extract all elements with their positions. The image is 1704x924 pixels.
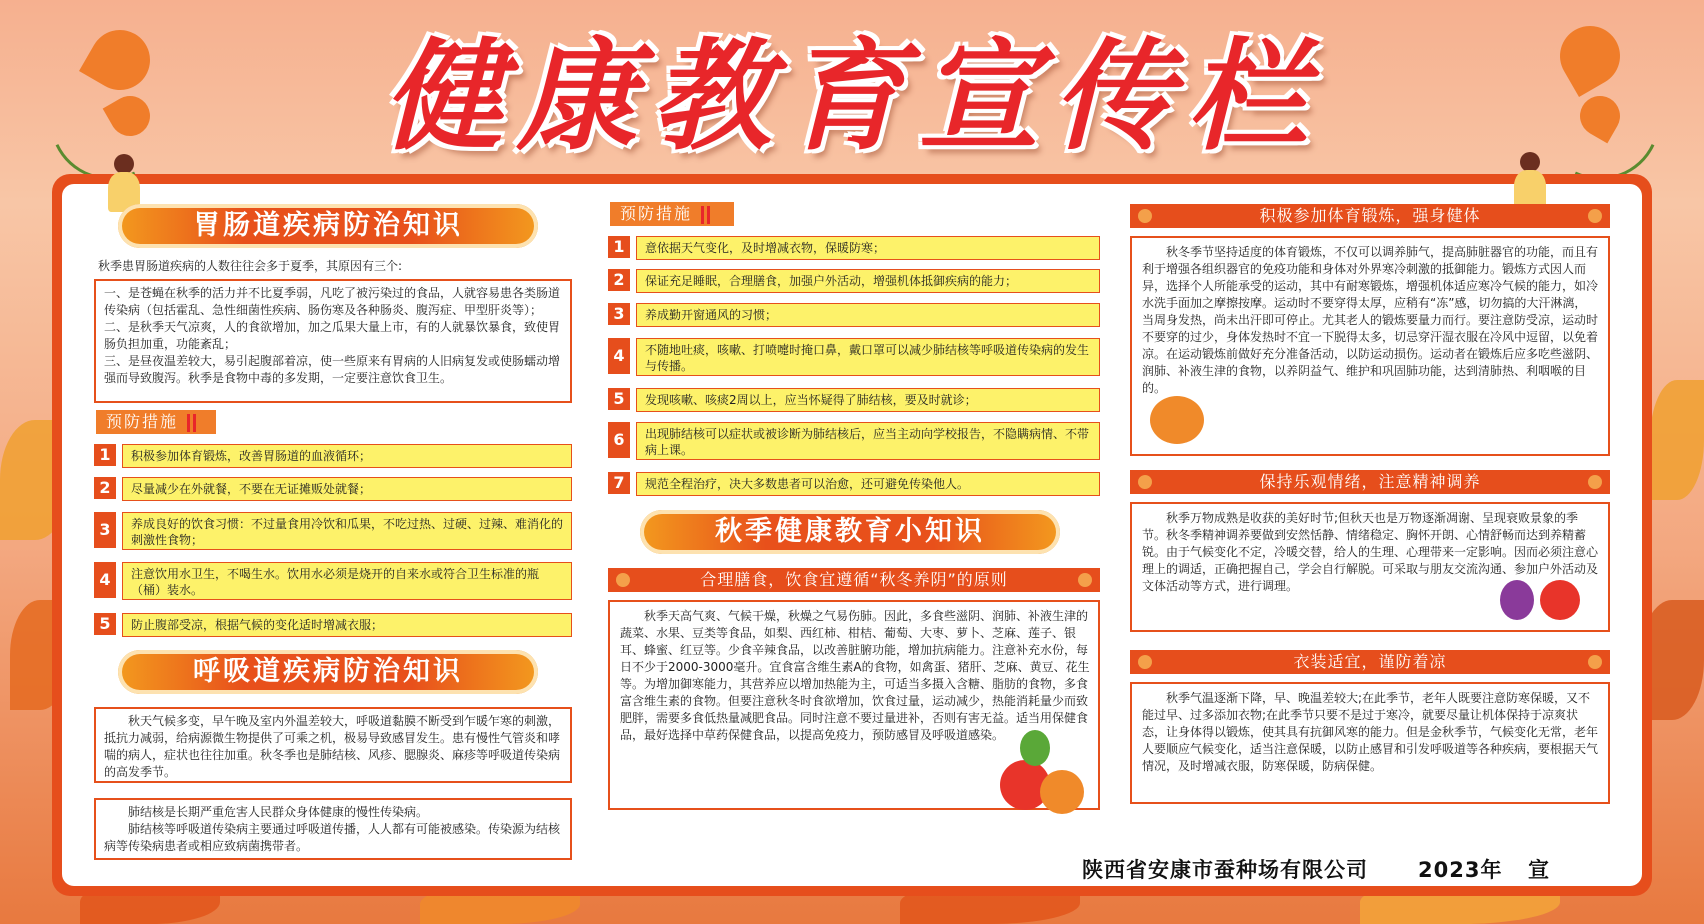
mood-text: 秋季万物成熟是收获的美好时节;但秋天也是万物逐渐凋谢、呈现衰败景象的季节。秋冬季精神调养要做到安然恬静、情绪稳定、胸怀开朗、心情舒畅而达到养精蓄锐。由于气候变化不定，冷暖交替，给人的生理、心理带来一定影响。因而必须注意心理上的调适，正确把握自己，学会自行解脱。可采取与朋友交流沟通、参加户外活动及文体活动等方式，进行调理。	[1142, 511, 1599, 593]
section-title-autumn-health: 秋季健康教育小知识	[640, 510, 1060, 554]
measure-number: 4	[94, 562, 116, 598]
measure-number: 1	[94, 444, 116, 466]
measure-item	[608, 236, 1100, 262]
prevention-tag-label: 预防措施	[106, 412, 179, 431]
mood-title: 保持乐观情绪，注意精神调养	[1130, 470, 1610, 494]
vegetables-illustration	[1020, 730, 1050, 766]
grapes-illustration	[1500, 580, 1534, 620]
diet-text: 秋季天高气爽、气候干燥，秋燥之气易伤肺。因此，多食些滋阴、润肺、补液生津的蔬菜、水果、豆类等食品，如梨、西红柿、柑桔、葡萄、大枣、萝卜、芝麻、莲子、银耳、蜂蜜、红豆等。少食辛辣食品，以改善脏腑功能，增加抗病能力。注意补充水份，每日不少于2000-3000毫升。宜食富含维生素A的食物，如禽蛋、猪肝、芝麻、黄豆、花生等。为增加御寒能力，其营养应以增加热能为主，可适当多摄入含糖、脂肪的食物，多食富含维生素的食物。但要注意秋冬时食欲增加，饮食过量，运动减少，热能消耗量少而致肥胖，需要多食低热量减肥食品。同时注意不要过量进补，否则有害无益。适当用保健食品，最好选择中草药保健食品，以提高免疫力，预防感冒及呼吸道感染。	[620, 609, 1090, 742]
measure-text: 养成良好的饮食习惯：不过量食用冷饮和瓜果，不吃过热、过硬、过辣、难消化的刺激性食物；	[122, 512, 572, 550]
measure-text: 积极参加体育锻炼，改善胃肠道的血液循环；	[122, 444, 572, 468]
measure-number: 7	[608, 472, 630, 494]
main-title: 健康教育宣传栏	[383, 28, 1321, 167]
measure-text: 规范全程治疗，决大多数患者可以治愈，还可避免传染他人。	[636, 472, 1100, 496]
measure-number: 3	[608, 303, 630, 325]
measure-item	[608, 422, 1100, 462]
measure-text: 尽量减少在外就餐，不要在无证摊贩处就餐；	[122, 477, 572, 501]
measure-item	[608, 269, 1100, 295]
measure-text: 意依据天气变化，及时增减衣物，保暖防寒；	[636, 236, 1100, 260]
measure-item	[94, 562, 572, 602]
vegetables-illustration	[1040, 770, 1084, 814]
prevention-tag-middle	[610, 202, 734, 226]
measure-number: 6	[608, 422, 630, 458]
tb-text-box	[94, 798, 572, 860]
measure-number: 2	[94, 477, 116, 499]
section-title-gastro: 胃肠道疾病防治知识	[118, 204, 538, 248]
measure-number: 5	[94, 613, 116, 635]
measure-number: 5	[608, 388, 630, 410]
footer-org: 陕西省安康市蚕种场有限公司	[1082, 858, 1368, 882]
girl-illustration	[1508, 152, 1554, 212]
measure-text: 防止腹部受凉，根据气候的变化适时增减衣服；	[122, 613, 572, 637]
measure-item	[94, 444, 572, 470]
diet-title: 合理膳食，饮食宜遵循“秋冬养阴”的原则	[608, 568, 1100, 592]
measure-text: 保证充足睡眠，合理膳食，加强户外活动，增强机体抵御疾病的能力；	[636, 269, 1100, 293]
tb-text-2: 肺结核等呼吸道传染病主要通过呼吸道传播，人人都有可能被感染。传染源为结核病等传染病患者或相应致病菌携带者。	[104, 822, 561, 853]
clothing-text-box	[1130, 682, 1610, 804]
measure-number: 4	[608, 338, 630, 374]
measure-item	[94, 613, 572, 639]
measure-item	[94, 477, 572, 503]
prevention-tag-label: 预防措施	[620, 204, 693, 223]
clothing-title: 衣装适宜，谨防着凉	[1130, 650, 1610, 674]
tb-text-1: 肺结核是长期严重危害人民群众身体健康的慢性传染病。	[128, 805, 429, 819]
measure-text: 养成勤开窗通风的习惯；	[636, 303, 1100, 327]
pumpkin-illustration	[1150, 396, 1204, 444]
footer-year: 2023年	[1418, 858, 1503, 882]
measure-text: 出现肺结核可以症状或被诊断为肺结核后，应当主动向学校报告，不隐瞒病情、不带病上课。	[636, 422, 1100, 460]
gastro-reasons-box: 一、是苍蝇在秋季的活力并不比夏季弱，凡吃了被污染过的食品，人就容易患各类肠道传染病（包括霍乱、急性细菌性疾病、肠伤寒及各种肠炎、腹泻症、甲型肝炎等）； 二、是秋季天气凉爽，人的食欲增加，加之瓜果大量上市，有的人就暴饮暴食，致使胃肠负担加重，功能紊乱； 三、是昼夜温差较大，易引起腹部着凉，使一些原来有胃病的人旧病复发或使肠蠕动增强而导致腹泻。秋季是食物中毒的多发期，一定要注意饮食卫生。	[94, 279, 572, 403]
clothing-text: 秋季气温逐渐下降，早、晚温差较大;在此季节，老年人既要注意防寒保暖，又不能过早、过多添加衣物;在此季节只要不是过于寒冷，就要尽量让机体保持于凉爽状态，让身体得以锻炼，使其具有抗御风寒的能力。但是金秋季节，气候变化无常，老年人要顺应气候变化，适当注意保暖，以防止感冒和引发呼吸道等各种疾病，要根据天气情况，及时增减衣服，防寒保暖，防病保健。	[1142, 691, 1599, 773]
sport-title: 积极参加体育锻炼，强身健体	[1130, 204, 1610, 228]
section-title-respiratory: 呼吸道疾病防治知识	[118, 650, 538, 694]
measure-text: 发现咳嗽、咳痰2周以上，应当怀疑得了肺结核，要及时就诊；	[636, 388, 1100, 412]
autumn-leaf-decoration	[1650, 380, 1704, 500]
measure-item	[608, 303, 1100, 329]
measure-item	[94, 512, 572, 552]
measure-item	[608, 388, 1100, 414]
measure-text: 不随地吐痰，咳嗽、打喷嚏时掩口鼻，戴口罩可以减少肺结核等呼吸道传染病的发生与传播。	[636, 338, 1100, 376]
measure-number: 1	[608, 236, 630, 258]
prevention-tag-left	[96, 410, 216, 434]
measure-text: 注意饮用水卫生，不喝生水。饮用水必须是烧开的自来水或符合卫生标准的瓶（桶）装水。	[122, 562, 572, 600]
measure-number: 3	[94, 512, 116, 548]
respiratory-text-box: 秋天气候多变，早午晚及室内外温差较大，呼吸道黏膜不断受到乍暖乍寒的刺激，抵抗力减弱，给病源微生物提供了可乘之机，极易导致感冒发生。患有慢性气管炎和哮喘的病人，症状也往往加重。秋冬季也是肺结核、风疹、腮腺炎、麻疹等呼吸道传染病的高发季节。	[94, 707, 572, 783]
sport-text: 秋冬季节坚持适度的体育锻炼，不仅可以调养肺气，提高肺脏器官的功能，而且有利于增强各组织器官的免疫功能和身体对外界寒冷刺激的抵御能力。锻炼方式因人而异，选择个人所能承受的运动，其中有耐寒锻炼，增强机体适应寒冷气候的能力，如冷水洗手面加之摩擦按摩。运动时不要穿得太厚，应稍有“冻”感，切勿搞的大汗淋漓，当周身发热，尚未出汗即可停止。尤其老人的锻炼要量力而行。要注意防受凉，运动时不要穿的过少，身体发热时不宜一下脱得太多，切忌穿汗湿衣服在冷风中逗留，以免着凉。在运动锻炼前做好充分准备活动，以防运动损伤。运动者在锻炼后应多吃些滋阴、润肺、补液生津的食物，以养阴益气、维护和巩固肺功能，达到清肺热、利咽喉的目的。	[1142, 245, 1599, 395]
measure-item	[608, 338, 1100, 378]
gastro-intro: 秋季患胃肠道疾病的人数往往会多于夏季，其原因有三个:	[98, 259, 403, 273]
measure-item	[608, 472, 1100, 498]
fruits-illustration	[1540, 580, 1580, 620]
footer-suffix: 宣	[1528, 858, 1550, 882]
mood-text-box	[1130, 502, 1610, 632]
main-title-wrapper	[0, 28, 1704, 168]
measure-number: 2	[608, 269, 630, 291]
